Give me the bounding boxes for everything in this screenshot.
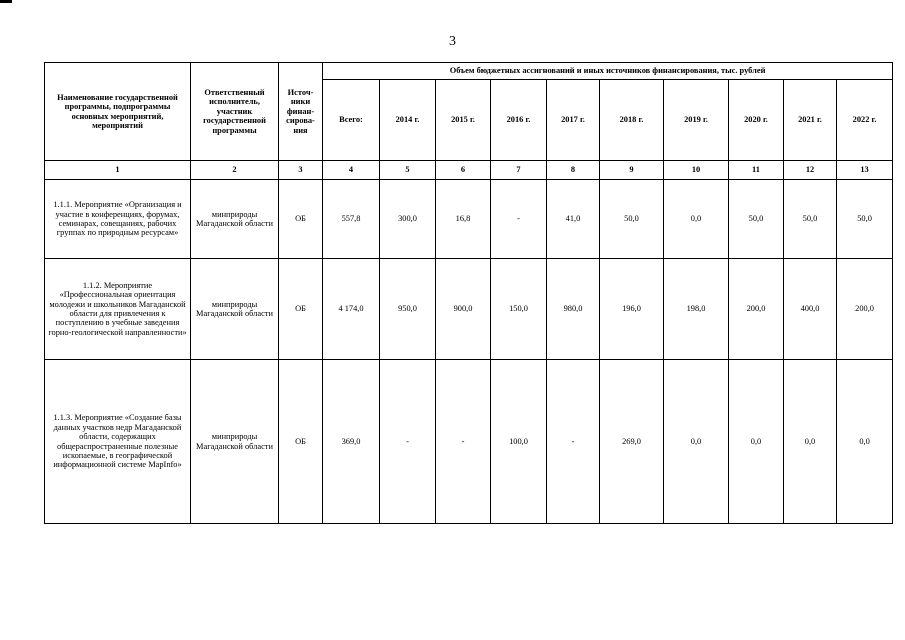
column-number: 12: [784, 161, 837, 180]
value-total: 369,0: [323, 360, 380, 524]
value-2014: -: [380, 360, 436, 524]
header-year-2016: 2016 г.: [491, 80, 547, 161]
value-2017: 41,0: [547, 180, 600, 259]
column-number: 13: [837, 161, 893, 180]
source-cell: ОБ: [279, 360, 323, 524]
header-year-2019: 2019 г.: [664, 80, 729, 161]
value-total: 557,8: [323, 180, 380, 259]
value-2020: 200,0: [729, 259, 784, 360]
activity-name: 1.1.3. Мероприятие «Создание базы данных участков недр Магаданской области, содержащих общераспространенные полезные ископаемые, в географической информационной системе MapInfo»: [45, 360, 191, 524]
column-number: 4: [323, 161, 380, 180]
header-year-2017: 2017 г.: [547, 80, 600, 161]
value-2019: 198,0: [664, 259, 729, 360]
value-2015: 900,0: [436, 259, 491, 360]
value-2016: 100,0: [491, 360, 547, 524]
value-2015: -: [436, 360, 491, 524]
column-number: 5: [380, 161, 436, 180]
header-funding-group: Объем бюджетных ассигнований и иных источников финансирования, тыс. рублей: [323, 63, 893, 80]
value-2017: -: [547, 360, 600, 524]
column-number: 7: [491, 161, 547, 180]
header-source: Источ-ники финан-сирова-ния: [279, 63, 323, 161]
value-2020: 50,0: [729, 180, 784, 259]
value-2016: 150,0: [491, 259, 547, 360]
header-year-2022: 2022 г.: [837, 80, 893, 161]
table-row: [45, 360, 893, 524]
value-2018: 196,0: [600, 259, 664, 360]
executor-cell: минприроды Магаданской области: [191, 180, 279, 259]
value-2019: 0,0: [664, 180, 729, 259]
activity-name: 1.1.2. Мероприятие «Профессиональная ориентация молодежи и школьников Магаданской области для привлечения к поступлению в учебные заведения горно-геологической направленности»: [45, 259, 191, 360]
value-2019: 0,0: [664, 360, 729, 524]
value-2021: 400,0: [784, 259, 837, 360]
value-2021: 50,0: [784, 180, 837, 259]
activity-name: 1.1.1. Мероприятие «Организация и участие в конференциях, форумах, семинарах, совещаниях, рабочих группах по природным ресурсам»: [45, 180, 191, 259]
header-year-2021: 2021 г.: [784, 80, 837, 161]
value-2015: 16,8: [436, 180, 491, 259]
executor-cell: минприроды Магаданской области: [191, 259, 279, 360]
column-number: 1: [45, 161, 191, 180]
value-2017: 980,0: [547, 259, 600, 360]
column-number: 2: [191, 161, 279, 180]
source-cell: ОБ: [279, 259, 323, 360]
scan-corner-mark: [0, 0, 12, 3]
value-2018: 50,0: [600, 180, 664, 259]
budget-table: [44, 62, 893, 524]
value-2021: 0,0: [784, 360, 837, 524]
value-2018: 269,0: [600, 360, 664, 524]
header-executor: Ответственный исполнитель, участник государственной программы: [191, 63, 279, 161]
value-2020: 0,0: [729, 360, 784, 524]
value-2022: 50,0: [837, 180, 893, 259]
value-2014: 300,0: [380, 180, 436, 259]
executor-cell: минприроды Магаданской области: [191, 360, 279, 524]
value-2022: 200,0: [837, 259, 893, 360]
source-cell: ОБ: [279, 180, 323, 259]
column-number: 6: [436, 161, 491, 180]
table-row: [45, 259, 893, 360]
value-total: 4 174,0: [323, 259, 380, 360]
header-year-2020: 2020 г.: [729, 80, 784, 161]
column-number: 3: [279, 161, 323, 180]
header-name: Наименование государственной программы, подпрограммы основных мероприятий, мероприятий: [45, 63, 191, 161]
header-year-2014: 2014 г.: [380, 80, 436, 161]
column-number: 9: [600, 161, 664, 180]
column-number: 10: [664, 161, 729, 180]
value-2014: 950,0: [380, 259, 436, 360]
header-total: Всего:: [323, 80, 380, 161]
value-2022: 0,0: [837, 360, 893, 524]
value-2016: -: [491, 180, 547, 259]
table-row: [45, 180, 893, 259]
page-number: 3: [449, 34, 456, 49]
column-number: 11: [729, 161, 784, 180]
header-year-2015: 2015 г.: [436, 80, 491, 161]
header-year-2018: 2018 г.: [600, 80, 664, 161]
column-number: 8: [547, 161, 600, 180]
